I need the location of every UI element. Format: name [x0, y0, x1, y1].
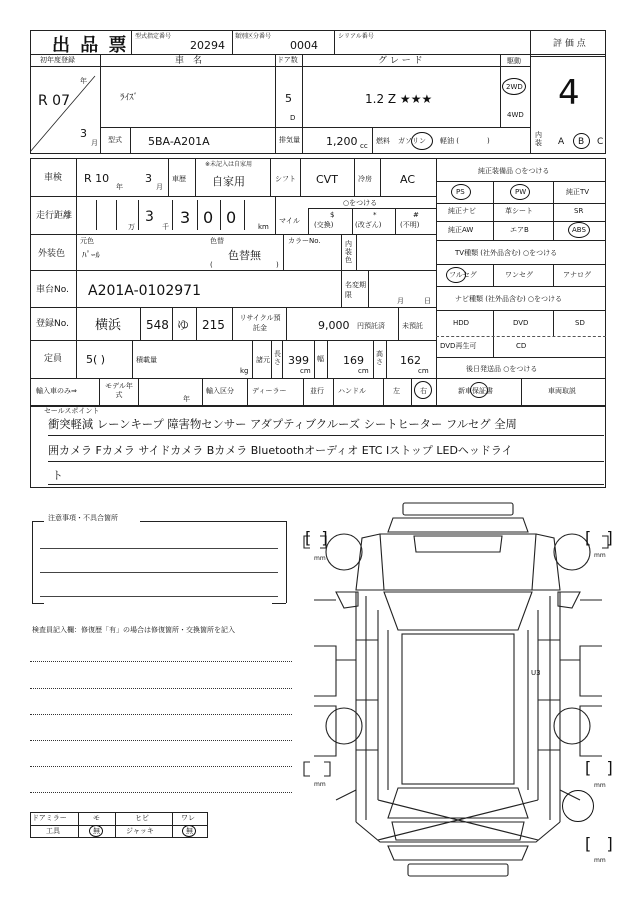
era-year: R 07 — [38, 93, 70, 109]
displacement: 1,200 — [326, 135, 358, 148]
navi-sd: SD — [575, 319, 585, 327]
plate-class: 548 — [146, 318, 169, 332]
mm-label-3: mm — [314, 781, 326, 788]
color-label: 外装色 — [38, 249, 66, 259]
form-title: 出 品 票 — [52, 35, 129, 56]
equip-abs: ABS — [572, 226, 586, 234]
diag-line — [30, 66, 100, 154]
navi-title: ナビ種類 (社外品含む) ○をつける — [455, 295, 563, 303]
mm-label-2: mm — [594, 552, 606, 559]
mileage-d3: 0 — [203, 208, 214, 227]
parts-hibi: ヒビ — [135, 814, 149, 822]
doors-label: ドア数 — [277, 56, 298, 64]
interior-label: 内装 — [535, 131, 542, 147]
mark-u3: U3 — [531, 669, 541, 677]
mileage-d1: 3 — [145, 209, 154, 225]
parts-ware: ワレ — [181, 814, 195, 822]
name-change-day: 日 — [424, 297, 431, 305]
recycle-value: 9,000 — [318, 319, 350, 332]
grade-label: グ レ ー ド — [378, 56, 423, 66]
model: 5BA-A201A — [148, 135, 210, 148]
color-no-label: カラーNo. — [288, 237, 321, 245]
plate-kana: ゆ — [177, 318, 190, 332]
mileage-d4: 0 — [226, 208, 237, 227]
fuel-label: 燃料 — [376, 137, 390, 145]
equip-sr: SR — [574, 207, 584, 215]
hgt-label: 高さ — [376, 350, 383, 366]
sales-line2: 囲カメラ Fカメラ サイドカメラ Bカメラ Bluetoothオーディオ ETC Iストップ LEDヘッドライ — [48, 444, 513, 457]
dims-label: 諸元 — [256, 356, 270, 364]
car-name-label: 車 名 — [175, 56, 203, 66]
mm-label-5: mm — [594, 857, 606, 864]
score-value: 4 — [558, 73, 580, 113]
plate-number: 215 — [202, 318, 225, 332]
interior-b: B — [578, 137, 585, 147]
wid-value: 169 — [343, 354, 364, 367]
category: 0004 — [290, 39, 318, 52]
repaint-label: 色替 — [210, 237, 224, 245]
import-type-label: 輸入区分 — [206, 387, 234, 395]
mileage-star: * — [373, 211, 377, 219]
bracket-top-left: [ ] — [305, 528, 328, 547]
parts-mirror: ドアミラー — [32, 814, 67, 822]
recycle-label: リサイクル預託金 — [239, 314, 281, 332]
mileage-dollar: $ — [330, 211, 335, 219]
displacement-label: 排気量 — [279, 136, 300, 144]
caution-label: 注意事項・不具合箇所 — [48, 514, 118, 522]
mileage-label: 走行距離 — [36, 211, 73, 221]
model-code-label: 型式指定番号 — [135, 33, 172, 40]
interior-color-label: 内装色 — [345, 240, 352, 264]
recycle-no: 未預託 — [402, 322, 423, 330]
equip-airbag: エアB — [510, 226, 529, 234]
capacity-label: 定員 — [44, 354, 63, 364]
docs-warranty: 新車保証書 — [458, 387, 493, 395]
insp-month: 3 — [145, 172, 152, 185]
mm-label-1: mm — [314, 555, 326, 562]
history-note: ※未記入は自家用 — [205, 161, 253, 168]
model-label: 型式 — [108, 136, 122, 144]
parts-none1: 無 — [93, 827, 100, 835]
load-kg: kg — [240, 367, 249, 375]
car-name: ﾗｲｽﾞ — [120, 93, 139, 103]
import-year: 年 — [183, 395, 190, 403]
mileage-note-title: ○をつける — [343, 199, 378, 207]
docs-title: 後日発送品 ○をつける — [466, 365, 538, 373]
drive-4wd: 4WD — [507, 111, 524, 119]
name-change-month: 月 — [397, 297, 404, 305]
repaint: 色替無 — [228, 249, 261, 262]
parts-mo: モ — [93, 814, 100, 822]
model-code: 20294 — [190, 39, 225, 52]
mileage-hash: # — [413, 211, 419, 219]
plate-city: 横浜 — [95, 318, 122, 333]
tv-fullseg: フルセグ — [449, 271, 477, 279]
load-label: 積載量 — [136, 356, 157, 364]
capacity-value: 5( ) — [86, 353, 106, 366]
recycle-unit: 円預託済 — [357, 322, 385, 330]
equip-tv: 純正TV — [566, 188, 590, 196]
tv-analog: アナログ — [563, 271, 591, 279]
inspector-label: 検査員記入欄：修復歴「有」の場合は修復箇所・交換箇所を記入 — [32, 626, 235, 634]
hgt-cm: cm — [418, 367, 429, 375]
import-dealer: ディーラー — [252, 387, 287, 395]
insp-month-unit: 月 — [156, 183, 163, 191]
navi-cd: CD — [516, 342, 527, 350]
reg-month: 3 — [80, 127, 87, 140]
drive-label: 駆動 — [507, 57, 521, 65]
mileage-unknown: (不明) — [400, 221, 420, 229]
equip-ps: PS — [456, 188, 465, 196]
cc-unit: cc — [360, 142, 368, 150]
mileage-mile: マイル — [279, 217, 300, 225]
car-damage-diagram — [296, 500, 616, 884]
month-unit: 月 — [91, 139, 98, 147]
import-parallel: 並行 — [310, 387, 324, 395]
doors: 5 — [285, 92, 292, 105]
dvd-play: DVD再生可 — [440, 342, 477, 350]
name-change-label: 名変期限 — [345, 281, 366, 299]
mileage-man: 万 — [128, 223, 135, 231]
handle-left: 左 — [393, 387, 400, 395]
parts-tools: 工具 — [46, 827, 60, 835]
navi-hdd: HDD — [453, 319, 470, 327]
sales-label: セールスポイント — [44, 407, 100, 415]
hgt-value: 162 — [400, 354, 421, 367]
orig-color: ﾊﾟｰﾙ — [82, 251, 101, 261]
paren-l: ( — [210, 261, 213, 269]
ac-label: 冷房 — [358, 175, 372, 183]
door-type: D — [290, 114, 296, 122]
inspection-label: 車検 — [44, 173, 63, 183]
equip-navi: 純正ナビ — [448, 207, 476, 215]
history-label: 車歴 — [172, 175, 186, 183]
shift: CVT — [316, 173, 338, 186]
plate-label: 登録No. — [36, 319, 69, 329]
serial-label: シリアル番号 — [338, 33, 374, 40]
fuel-diesel: 軽油 ( ) — [440, 137, 490, 145]
ac: AC — [400, 173, 416, 186]
chassis-value: A201A-0102971 — [88, 283, 201, 299]
grade: 1.2 Z ★★★ — [365, 92, 433, 106]
mileage-sen: 千 — [162, 223, 169, 231]
equip-pw: PW — [515, 188, 527, 196]
parts-jack: ジャッキ — [126, 827, 154, 835]
category-label: 類別区分番号 — [235, 33, 272, 40]
orig-color-label: 元色 — [80, 237, 94, 245]
chassis-label: 車台No. — [36, 285, 69, 295]
interior-a: A — [558, 137, 565, 147]
len-value: 399 — [288, 354, 309, 367]
mileage-modified: (改ざん) — [355, 221, 382, 229]
equip-title: 純正装備品 ○をつける — [478, 167, 550, 175]
tv-oneseg: ワンセグ — [505, 271, 533, 279]
model-year-label: モデル年式 — [105, 382, 133, 399]
docs-manual: 車両取説 — [548, 387, 576, 395]
navi-dvd: DVD — [513, 319, 529, 327]
handle-label: ハンドル — [338, 387, 366, 395]
drive-2wd: 2WD — [506, 83, 523, 91]
paren-r: ) — [276, 261, 279, 269]
equip-leather: 革シート — [505, 207, 533, 215]
import-label: 輸入車のみ⇒ — [36, 387, 77, 395]
sales-line3: ト — [52, 469, 63, 482]
bracket-top-right: [ ] — [585, 528, 613, 547]
mm-label-4: mm — [594, 782, 606, 789]
score-label: 評 価 点 — [553, 39, 586, 49]
equip-aw: 純正AW — [448, 226, 474, 234]
interior-c: C — [597, 137, 604, 147]
bracket-bottom-right: [ ] — [585, 834, 613, 853]
inspection: R 10 — [84, 172, 110, 185]
history: 自家用 — [212, 175, 245, 188]
first-reg-label: 初年度登録 — [40, 56, 75, 64]
mileage-d2: 3 — [180, 208, 191, 227]
shift-label: シフト — [275, 175, 296, 183]
year-unit: 年 — [80, 77, 87, 85]
wid-cm: cm — [358, 367, 369, 375]
bracket-mid-right: [ ] — [585, 758, 613, 777]
mileage-exchange: (交換) — [314, 221, 334, 229]
fuel-gas: ガソリン — [398, 137, 426, 145]
insp-year-unit: 年 — [116, 183, 123, 191]
wid-label: 幅 — [317, 355, 324, 363]
handle-right: 右 — [420, 387, 427, 395]
tv-title: TV種類 (社外品含む) ○をつける — [455, 249, 558, 257]
parts-none2: 無 — [186, 827, 193, 835]
sales-line1: 衝突軽減 レーンキープ 障害物センサー アダプティブクルーズ シートヒーター フルセグ 全周 — [48, 418, 517, 431]
len-cm: cm — [300, 367, 311, 375]
mileage-km: km — [258, 223, 269, 231]
len-label: 長さ — [274, 350, 281, 366]
